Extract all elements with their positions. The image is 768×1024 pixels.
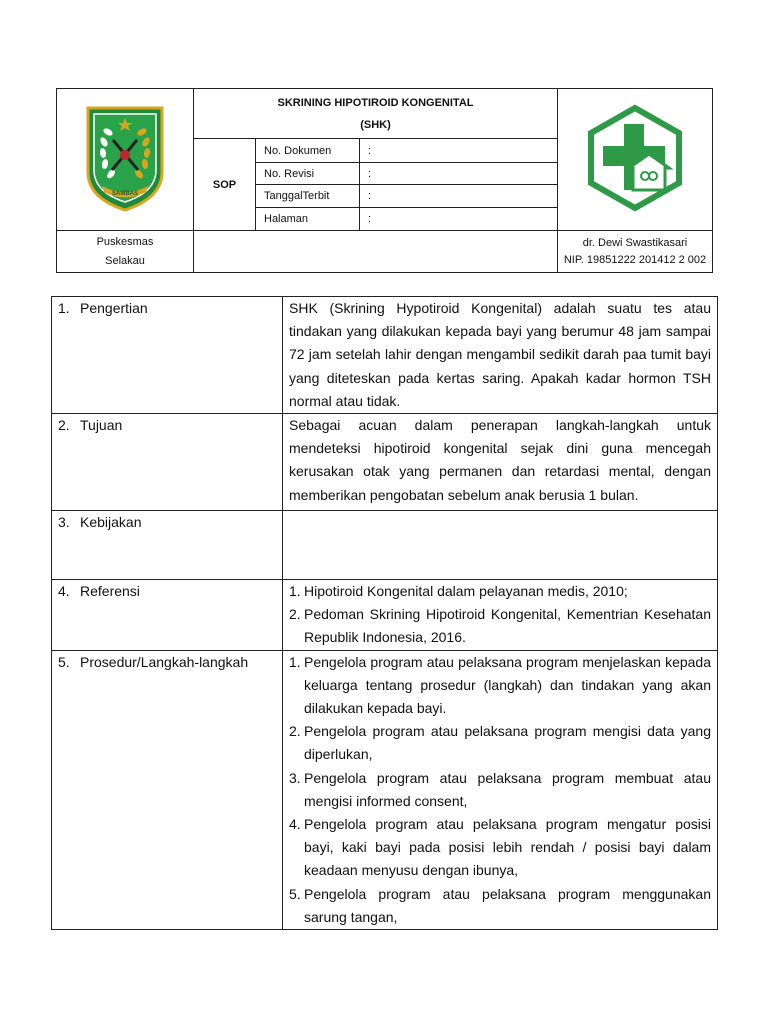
section-label (52, 580, 283, 651)
field-value-tanggal-terbit: : (360, 185, 558, 208)
org-line-2: Selakau (105, 254, 145, 267)
sop-label: SOP (194, 139, 256, 231)
field-value-halaman: : (360, 208, 558, 231)
reference-list (289, 580, 711, 650)
sop-content-table (51, 296, 718, 930)
section-label (52, 297, 283, 414)
section-row-kebijakan (52, 511, 718, 580)
org-line-1: Puskesmas (96, 235, 154, 248)
item-text: Pengelola program atau pelaksana program menjelaskan kepada keluarga tentang prosedur (langkah) dan tindakan yang akan dilakukan kepada bayi. (304, 653, 711, 717)
list-item (289, 883, 711, 929)
field-value-no-dokumen: : (360, 139, 558, 163)
section-title: Prosedur/Langkah-langkah (80, 653, 249, 670)
section-number: 5. (58, 653, 70, 670)
item-number: 1. (289, 653, 301, 670)
field-label-no-dokumen: No. Dokumen (256, 139, 360, 163)
list-item (289, 813, 711, 883)
section-text: Sebagai acuan dalam penerapan langkah-langkah untuk mendeteksi hipotiroid kongenital sejak dini guna mencegah kerusakan otak yang permanen dan retardasi mental, dengan memberikan pengobatan sebelum anak berusia 1 bulan. (289, 417, 711, 503)
document-title (194, 89, 558, 139)
section-body (283, 511, 718, 580)
signer-name: dr. Dewi Swastikasari (582, 236, 688, 249)
sop-header-table (56, 88, 713, 273)
section-label (52, 650, 283, 929)
section-number: 2. (58, 417, 70, 434)
field-label-no-revisi: No. Revisi (256, 163, 360, 185)
list-item (289, 651, 711, 721)
item-number: 2. (289, 723, 301, 740)
list-item (289, 580, 711, 603)
title-line-2: (SHK) (360, 118, 391, 131)
section-number: 3. (58, 514, 70, 531)
regency-emblem-icon (80, 102, 170, 214)
section-label (52, 414, 283, 511)
field-value-no-revisi: : (360, 163, 558, 185)
item-text: Hipotiroid Kongenital dalam pelayanan medis, 2010; (304, 583, 628, 600)
item-text: Pedoman Skrining Hipotiroid Kongenital, Kementrian Kesehatan Republik Indonesia, 2016. (304, 606, 711, 646)
signature-blank (194, 231, 558, 273)
field-label-tanggal-terbit: TanggalTerbit (256, 185, 360, 208)
signer-block (558, 231, 713, 273)
section-title: Kebijakan (80, 514, 142, 531)
list-item (289, 603, 711, 649)
section-body (283, 580, 718, 651)
item-number: 4. (289, 816, 301, 833)
section-body (283, 650, 718, 929)
section-title: Referensi (80, 583, 140, 600)
item-text: Pengelola program atau pelaksana program mengatur posisi bayi, kaki bayi pada posisi lebih rendah / posisi bayi dalam keadaan menyusu dengan ibunya, (304, 816, 711, 879)
section-text: SHK (Skrining Hypotiroid Kongenital) adalah suatu tes atau tindakan yang dilakukan kepada bayi yang berumur 48 jam sampai 72 jam setelah lahir dengan mengambil sedikit darah paa tumit bayi yang diteteskan pada kertas saring. Apakah kadar hormon TSH normal atau tidak. (289, 300, 711, 409)
list-item (289, 767, 711, 813)
emblem-label: SAMBAS (111, 191, 139, 197)
list-item (289, 720, 711, 766)
section-row-prosedur (52, 650, 718, 929)
section-number: 1. (58, 300, 70, 316)
item-number: 3. (289, 769, 301, 786)
item-text: Pengelola program atau pelaksana program mengisi data yang diperlukan, (304, 723, 711, 763)
section-title: Pengertian (80, 300, 148, 316)
section-title: Tujuan (80, 417, 123, 434)
section-number: 4. (58, 583, 70, 600)
section-row-pengertian (52, 297, 718, 414)
procedure-list (289, 651, 711, 929)
organization-name (57, 231, 194, 273)
section-label (52, 511, 283, 580)
section-row-referensi (52, 580, 718, 651)
title-line-1: SKRINING HIPOTIROID KONGENITAL (277, 96, 474, 109)
section-row-tujuan (52, 414, 718, 511)
puskesmas-logo-cell (558, 89, 713, 231)
regency-emblem-cell (57, 89, 194, 231)
section-body (283, 297, 718, 414)
section-body (283, 414, 718, 511)
signer-nip: NIP. 19851222 201412 2 002 (563, 253, 707, 266)
puskesmas-logo-icon (583, 104, 687, 212)
item-text: Pengelola program atau pelaksana program menggunakan sarung tangan, (304, 885, 711, 925)
item-number: 1. (289, 583, 301, 600)
item-number: 5. (289, 885, 301, 902)
field-label-halaman: Halaman (256, 208, 360, 231)
item-number: 2. (289, 606, 301, 623)
item-text: Pengelola program atau pelaksana program membuat atau mengisi informed consent, (304, 769, 711, 809)
